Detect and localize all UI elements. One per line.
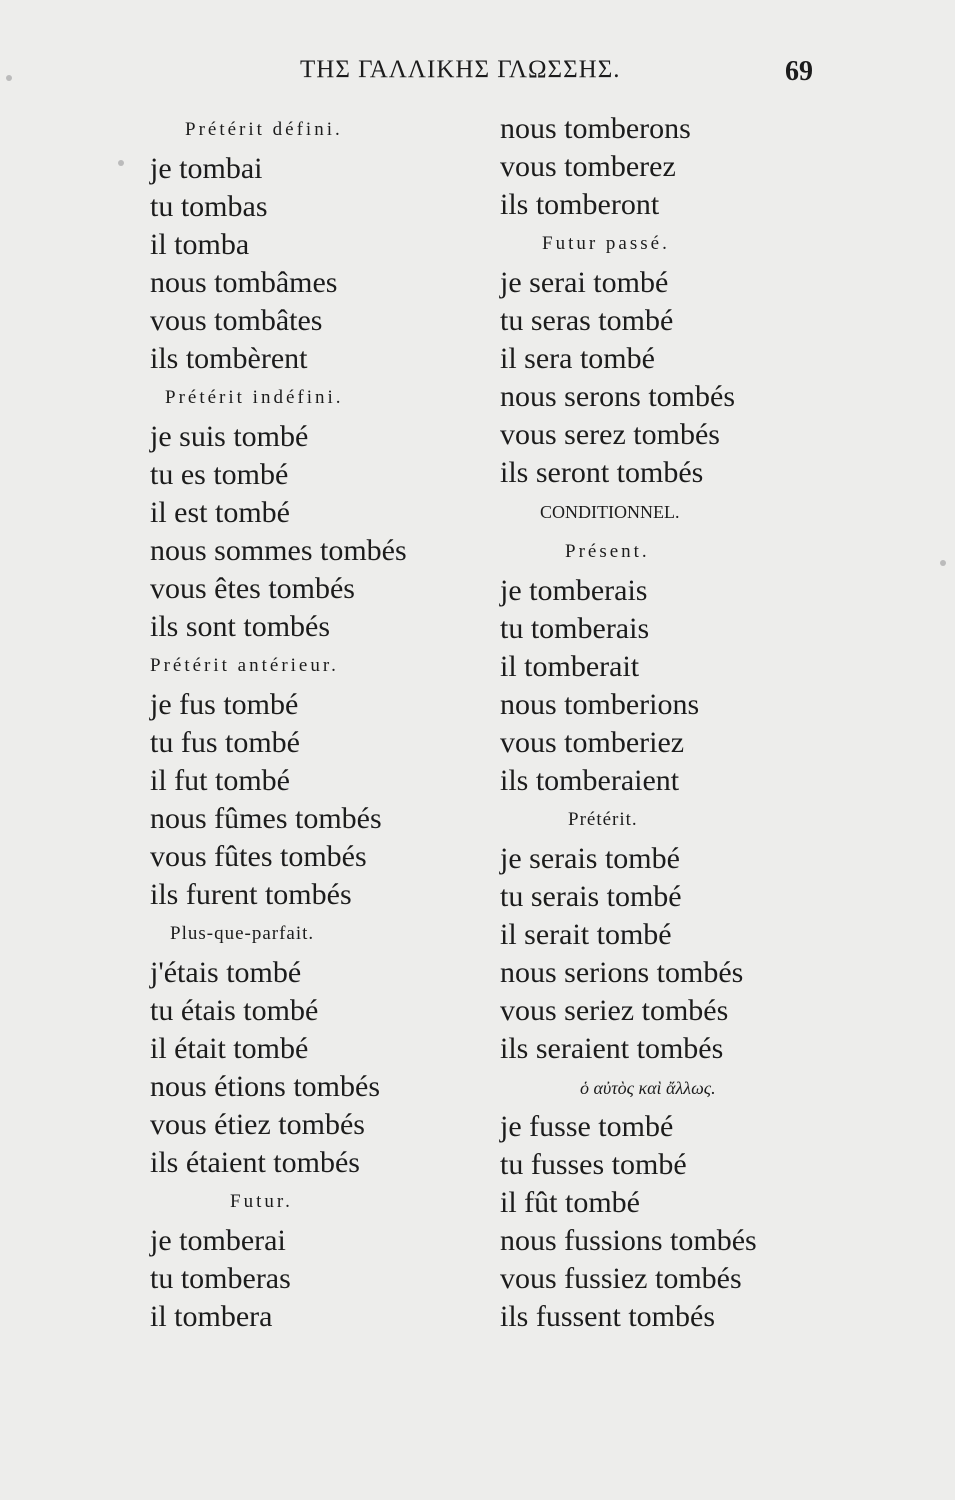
conjugation-line: vous êtes tombés — [150, 572, 355, 605]
running-title: ΤΗΣ ΓΑΛΛΙΚΗΣ ΓΛΩΣΣΗΣ. — [300, 56, 621, 83]
right-column — [500, 110, 800, 1336]
conjugation-line: nous serions tombés — [500, 956, 744, 989]
conjugation-line: je serais tombé — [500, 842, 680, 875]
margin-mark — [118, 160, 124, 166]
conjugation-line: je fusse tombé — [500, 1110, 674, 1143]
conjugation-line: ils fussent tombés — [500, 1300, 715, 1333]
heading-preterit: Prétérit. — [568, 809, 638, 830]
conjugation-line: ils tombèrent — [150, 342, 308, 375]
conjugation-line: il était tombé — [150, 1032, 309, 1065]
heading-preterit-indefini: Prétérit indéfini. — [165, 387, 344, 408]
conjugation-line: il tombera — [150, 1300, 273, 1333]
heading-present: Présent. — [565, 541, 650, 562]
conjugation-line: je tomberais — [500, 574, 648, 607]
conjugation-line: tu fus tombé — [150, 726, 300, 759]
conjugation-line: nous tomberons — [500, 112, 691, 145]
conjugation-line: vous fussiez tombés — [500, 1262, 742, 1295]
conjugation-line: vous fûtes tombés — [150, 840, 367, 873]
conjugation-line: je fus tombé — [150, 688, 299, 721]
conjugation-line: ils étaient tombés — [150, 1146, 360, 1179]
page-number: 69 — [785, 56, 813, 87]
conjugation-line: vous tomberiez — [500, 726, 685, 759]
conjugation-line: tu fusses tombé — [500, 1148, 687, 1181]
conjugation-line: ils seront tombés — [500, 456, 704, 489]
conjugation-line: nous sommes tombés — [150, 534, 407, 567]
conjugation-line: nous tomberions — [500, 688, 700, 721]
conjugation-line: vous seriez tombés — [500, 994, 729, 1027]
conjugation-line: nous fussions tombés — [500, 1224, 757, 1257]
conjugation-line: ils tomberont — [500, 188, 660, 221]
conjugation-line: tu tomberas — [150, 1262, 291, 1295]
conjugation-line: j'étais tombé — [150, 956, 302, 989]
left-column — [150, 110, 480, 1336]
heading-preterit-defini: Prétérit défini. — [185, 119, 343, 140]
heading-futur: Futur. — [230, 1191, 293, 1212]
conjugation-line: vous serez tombés — [500, 418, 720, 451]
heading-preterit-anterieur: Prétérit antérieur. — [150, 655, 339, 676]
conjugation-line: je serai tombé — [500, 266, 669, 299]
conjugation-line: ils tomberaient — [500, 764, 680, 797]
margin-mark — [6, 75, 12, 81]
conjugation-line: je suis tombé — [150, 420, 309, 453]
conjugation-line: tu tomberais — [500, 612, 650, 645]
conjugation-line: nous tombâmes — [150, 266, 338, 299]
heading-futur-passe: Futur passé. — [542, 233, 670, 254]
conjugation-line: tu tombas — [150, 190, 268, 223]
conjugation-line: ils seraient tombés — [500, 1032, 724, 1065]
heading-conditionnel: CONDITIONNEL. — [540, 502, 680, 522]
conjugation-line: il serait tombé — [500, 918, 672, 951]
conjugation-line: nous fûmes tombés — [150, 802, 382, 835]
conjugation-line: je tombai — [150, 152, 263, 185]
conjugation-line: ils furent tombés — [150, 878, 352, 911]
conjugation-line: nous serons tombés — [500, 380, 735, 413]
conjugation-line: il fût tombé — [500, 1186, 640, 1219]
conjugation-line: vous tombâtes — [150, 304, 323, 337]
conjugation-line: il tomba — [150, 228, 250, 261]
conjugation-line: tu seras tombé — [500, 304, 674, 337]
conjugation-line: ils sont tombés — [150, 610, 331, 643]
conjugation-line: il fut tombé — [150, 764, 290, 797]
conjugation-line: vous étiez tombés — [150, 1108, 365, 1141]
conjugation-line: nous étions tombés — [150, 1070, 380, 1103]
conjugation-line: vous tomberez — [500, 150, 676, 183]
conjugation-line: il sera tombé — [500, 342, 655, 375]
margin-mark — [940, 560, 946, 566]
conjugation-line: il est tombé — [150, 496, 290, 529]
conjugation-line: tu es tombé — [150, 458, 289, 491]
conjugation-line: je tomberai — [150, 1224, 286, 1257]
conjugation-line: tu étais tombé — [150, 994, 319, 1027]
heading-alternative: ὁ αὐτὸς καὶ ἄλλως. — [580, 1078, 716, 1098]
conjugation-line: il tomberait — [500, 650, 640, 683]
conjugation-line: tu serais tombé — [500, 880, 682, 913]
heading-plus-que-parfait: Plus-que-parfait. — [170, 923, 315, 944]
